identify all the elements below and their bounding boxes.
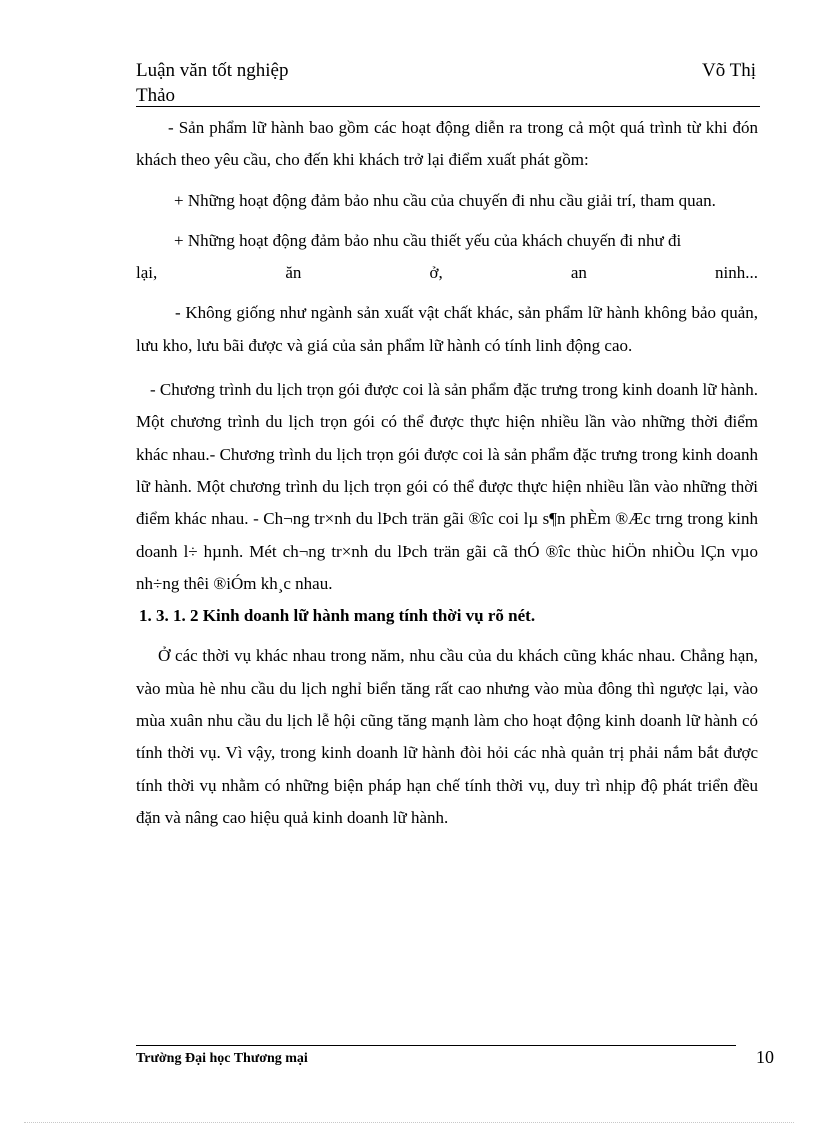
paragraph-essential-line1: + Những hoạt động đảm bảo nhu cầu thiết yếu của khách chuyến đi như đi	[174, 230, 682, 250]
paragraph-storage: - Không giống như ngành sản xuất vật chất khác, sản phẩm lữ hành không bảo quản, lưu kho, lưu bãi được và giá của sản phẩm lữ hành có tính linh động cao.	[136, 303, 758, 355]
paragraph-essential-line2	[136, 257, 758, 289]
footer-school: Trường Đại học Thương mại	[136, 1051, 308, 1066]
header-author: Võ Thị	[701, 60, 756, 81]
paragraph-package-tour: - Chương trình du lịch trọn gói được coi là sản phẩm đặc trưng trong kinh doanh lữ hành. Một chương trình du lịch trọn gói có thể được thực hiện nhiều lần vào những thời điểm khác nhau.- Chương trình du lịch trọn gói được coi là sản phẩm đặc trưng trong kinh doanh lữ hành. Một chương trình du lịch trọn gói có thể được thực hiện nhiều lần vào những thời điểm khác nhau. - Ch¬ng tr×nh du lÞch trän gãi ®îc coi lµ s¶n phÈm ®Æc trng trong kinh doanh l÷ hµnh. Mét ch¬ng tr×nh du lÞch trän gãi cã thÓ ®îc thùc hiÖn nhiÒu lÇn vµo nh÷ng thêi ®iÓm kh¸c nhau.	[136, 380, 758, 593]
header-title	[136, 58, 289, 108]
header-title-line2: Thảo	[136, 85, 176, 106]
footer-rule	[136, 1045, 736, 1046]
paragraph-essential-activities	[136, 225, 758, 290]
header-rule	[136, 106, 760, 107]
paragraph-product-definition: - Sản phẩm lữ hành bao gồm các hoạt động diễn ra trong cả một quá trình từ khi đón khách theo yêu cầu, cho đến khi khách trở lại điểm xuất phát gồm:	[136, 118, 758, 170]
word: ăn	[285, 263, 302, 283]
word: ninh...	[714, 263, 758, 283]
paragraph-entertainment-activities: + Những hoạt động đảm bảo nhu cầu của chuyến đi nhu cầu giải trí, tham quan.	[174, 190, 716, 210]
word: ở,	[429, 263, 443, 283]
header-title-line1: Luận văn tốt nghiệp	[136, 60, 289, 81]
word: an	[570, 263, 587, 283]
word: lại,	[136, 263, 158, 283]
page-body	[136, 112, 758, 834]
paragraph-seasonality: Ở các thời vụ khác nhau trong năm, nhu cầu của du khách cũng khác nhau. Chẳng hạn, vào mùa hè nhu cầu du lịch nghỉ biển tăng rất cao nhưng vào mùa đông thì ngược lại, vào mùa xuân nhu cầu du lịch lễ hội cũng tăng mạnh làm cho hoạt động kinh doanh lữ hành có tính thời vụ. Vì vậy, trong kinh doanh lữ hành đòi hỏi các nhà quản trị phải nắm bắt được tính thời vụ nhằm có những biện pháp hạn chế tính thời vụ, duy trì nhịp độ phát triển đều đặn và nâng cao hiệu quả kinh doanh lữ hành.	[136, 646, 758, 827]
section-heading: 1. 3. 1. 2 Kinh doanh lữ hành mang tính thời vụ rõ nét.	[139, 606, 536, 626]
page-number: 10	[756, 1047, 774, 1067]
